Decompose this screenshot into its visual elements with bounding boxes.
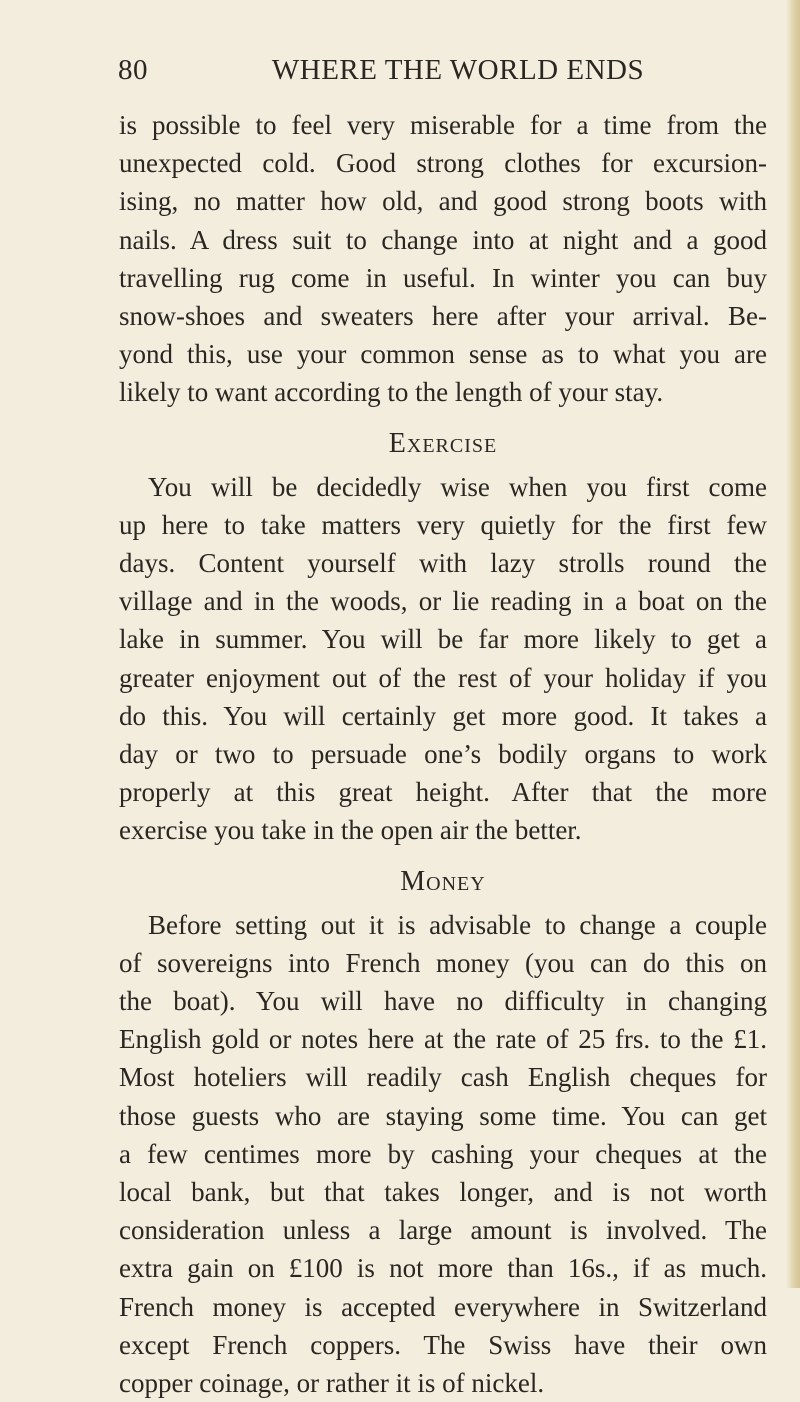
text-line: properly at this great height. After that the more (119, 777, 767, 808)
text-line: is possible to feel very miserable for a time from the (119, 110, 767, 140)
text-line: French money is accepted everywhere in Switzerland (119, 1291, 767, 1322)
text-line: yond this, use your common sense as to what you are (119, 339, 767, 370)
text-line: You will be decidedly wise when you first come (148, 471, 767, 502)
page-number: 80 (118, 54, 148, 86)
body-text (119, 106, 767, 1402)
text-line: copper coinage, or rather it is of nickel. (119, 1368, 545, 1399)
paragraph-continued (119, 106, 767, 412)
section-heading-money: Money (400, 865, 486, 897)
paragraph-exercise (119, 468, 767, 850)
text-line: those guests who are staying some time. You can get (119, 1100, 767, 1131)
text-line: village and in the woods, or lie reading in a boat on the (119, 586, 767, 617)
text-line: extra gain on £100 is not more than 16s., if as much. (119, 1253, 767, 1284)
text-line: nails. A dress suit to change into at night and a good (119, 224, 767, 255)
text-line: greater enjoyment out of the rest of your holiday if you (119, 662, 767, 693)
text-line: day or two to persuade one’s bodily organs to work (119, 739, 767, 770)
text-line: days. Content yourself with lazy strolls round the (119, 548, 767, 579)
text-line: a few centimes more by cashing your cheques at the (119, 1138, 767, 1169)
text-line: except French coppers. The Swiss have their own (119, 1329, 767, 1360)
section-heading-exercise: Exercise (388, 427, 498, 459)
book-title: WHERE THE WORLD ENDS (271, 54, 645, 86)
text-line: do this. You will certainly get more good. It takes a (119, 700, 767, 731)
text-line: lake in summer. You will be far more likely to get a (119, 624, 767, 655)
text-line: of sovereigns into French money (you can do this on (119, 947, 767, 978)
text-line: English gold or notes here at the rate of 25 frs. to the £1. (119, 1024, 767, 1055)
paragraph-money (119, 906, 767, 1402)
text-line: local bank, but that takes longer, and is not worth (119, 1177, 767, 1208)
text-line: consideration unless a large amount is involved. The (119, 1215, 767, 1246)
text-line: unexpected cold. Good strong clothes for excursion- (119, 148, 767, 179)
text-line: ising, no matter how old, and good strong boots with (119, 186, 767, 217)
text-line: Most hoteliers will readily cash English cheques for (119, 1062, 767, 1093)
page-edge-shadow (786, 0, 800, 1288)
text-line: likely to want according to the length of your stay. (119, 377, 664, 408)
text-line: exercise you take in the open air the better. (119, 815, 582, 846)
text-line: up here to take matters very quietly for the first few (119, 509, 767, 540)
running-head (118, 54, 768, 98)
text-line: the boat). You will have no difficulty in changing (119, 986, 767, 1017)
text-line: snow-shoes and sweaters here after your arrival. Be- (119, 301, 767, 332)
text-line: Before setting out it is advisable to change a couple (148, 909, 767, 940)
text-line: travelling rug come in useful. In winter you can buy (119, 262, 767, 293)
